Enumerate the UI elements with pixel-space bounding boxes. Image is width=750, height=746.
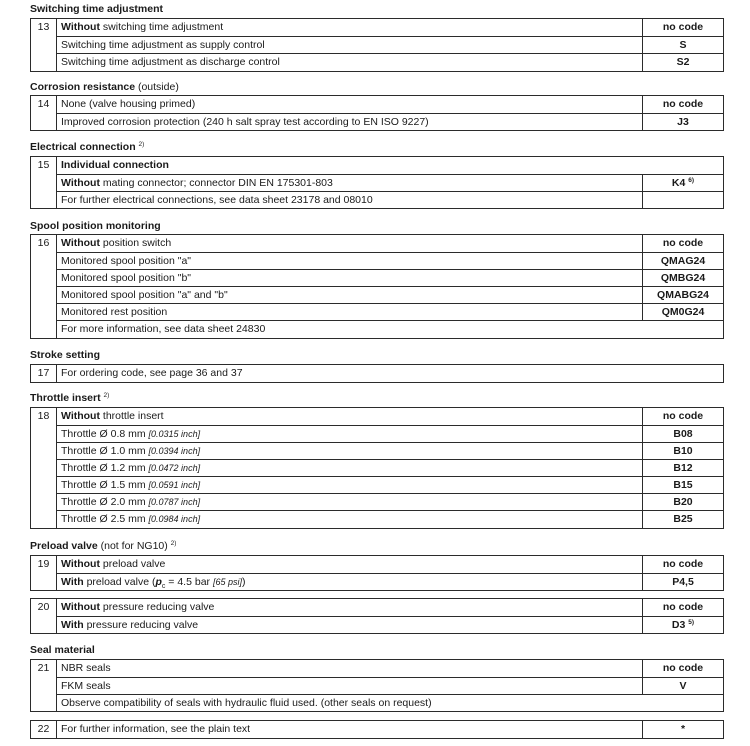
table-row: Throttle Ø 0.8 mm [0.0315 inch] B08 xyxy=(57,425,723,442)
row-number: 14 xyxy=(31,96,57,130)
table-row: None (valve housing primed) no code xyxy=(57,96,723,113)
row-number: 17 xyxy=(31,365,57,382)
row-number: 21 xyxy=(31,660,57,711)
table-row: Monitored spool position "a" and "b" QMABG24 xyxy=(57,286,723,303)
row-number: 18 xyxy=(31,408,57,528)
order-code: S xyxy=(642,37,723,53)
order-code: no code xyxy=(642,660,723,677)
table-row: For ordering code, see page 36 and 37 xyxy=(61,367,243,379)
section-title-seal: Seal material xyxy=(30,644,95,656)
table-stroke xyxy=(30,364,724,383)
table-row: Throttle Ø 1.2 mm [0.0472 inch] B12 xyxy=(57,459,723,476)
table-pressure xyxy=(30,598,724,634)
table-row: Throttle Ø 2.5 mm [0.0984 inch] B25 xyxy=(57,510,723,528)
row-number: 20 xyxy=(31,599,57,633)
table-row: NBR seals no code xyxy=(57,660,723,677)
table-spool xyxy=(30,234,724,339)
table-row: For more information, see data sheet 24830 xyxy=(57,320,723,338)
section-title-throttle: Throttle insert $^{2)}$ xyxy=(30,392,110,404)
table-row: Throttle Ø 2.0 mm [0.0787 inch] B20 xyxy=(57,493,723,510)
order-code: B15 xyxy=(642,477,723,493)
order-code: B12 xyxy=(642,460,723,476)
order-code: B25 xyxy=(642,511,723,528)
table-electrical xyxy=(30,156,724,209)
section-title-stroke: Stroke setting xyxy=(30,349,101,361)
section-title-spool: Spool position monitoring xyxy=(30,220,161,232)
order-code: B10 xyxy=(642,443,723,459)
order-code: K4 $^{6)}$ xyxy=(642,175,723,191)
section-title-electrical: Electrical connection $^{2)}$ xyxy=(30,141,145,153)
table-seal xyxy=(30,659,724,712)
order-code: QM0G24 xyxy=(642,304,723,320)
order-code: QMABG24 xyxy=(642,287,723,303)
table-throttle xyxy=(30,407,724,529)
table-row: Without pressure reducing valve no code xyxy=(57,599,723,616)
order-code: V xyxy=(642,678,723,694)
order-code: no code xyxy=(642,19,723,36)
table-row: Individual connection xyxy=(61,159,169,171)
order-code: * xyxy=(642,721,723,738)
section-title-corrosion: Corrosion resistance (outside) xyxy=(30,81,179,93)
table-row: Throttle Ø 1.0 mm [0.0394 inch] B10 xyxy=(57,442,723,459)
order-code: QMAG24 xyxy=(642,253,723,269)
table-row: Observe compatibility of seals with hydraulic fluid used. (other seals on request) xyxy=(57,694,723,711)
order-code: P4,5 xyxy=(642,574,723,590)
order-code xyxy=(642,192,723,208)
table-row: FKM seals V xyxy=(57,677,723,694)
table-row: Switching time adjustment as discharge control S2 xyxy=(57,53,723,71)
row-number: 19 xyxy=(31,556,57,590)
section-title-preload: Preload valve (not for NG10) $^{2)}$ xyxy=(30,540,177,552)
table-row: For further electrical connections, see data sheet 23178 and 08010 xyxy=(57,191,723,208)
table-preload xyxy=(30,555,724,591)
table-row: Switching time adjustment as supply control S xyxy=(57,36,723,53)
order-code: no code xyxy=(642,408,723,425)
order-code: B08 xyxy=(642,426,723,442)
table-row: Without position switch no code xyxy=(57,235,723,252)
table-row: Improved corrosion protection (240 h salt spray test according to EN ISO 9227) J3 xyxy=(57,113,723,130)
table-row: Monitored spool position "a" QMAG24 xyxy=(57,252,723,269)
section-title-switching: Switching time adjustment xyxy=(30,3,164,15)
table-switching xyxy=(30,18,724,72)
order-code: D3 $^{5)}$ xyxy=(642,617,723,633)
row-number: 13 xyxy=(31,19,57,71)
table-row: Without mating connector; connector DIN EN 175301-803 K4 $^{6)}$ xyxy=(57,174,723,191)
row-number: 22 xyxy=(31,721,57,738)
table-further xyxy=(30,720,724,739)
order-code: no code xyxy=(642,96,723,113)
row-number: 16 xyxy=(31,235,57,338)
table-row: Without preload valve no code xyxy=(57,556,723,573)
order-code: B20 xyxy=(642,494,723,510)
order-code: QMBG24 xyxy=(642,270,723,286)
order-code: S2 xyxy=(642,54,723,71)
order-code: J3 xyxy=(642,114,723,130)
table-row: With pressure reducing valve D3 $^{5)}$ xyxy=(57,616,723,633)
table-row: Throttle Ø 1.5 mm [0.0591 inch] B15 xyxy=(57,476,723,493)
table-row: Without throttle insert no code xyxy=(57,408,723,425)
table-row: With preload valve ($p_c = 4.5$ bar [65 psi]) P4,5 xyxy=(57,573,723,590)
order-code: no code xyxy=(642,235,723,252)
table-row: Monitored spool position "b" QMBG24 xyxy=(57,269,723,286)
table-corrosion xyxy=(30,95,724,131)
table-row: Monitored rest position QM0G24 xyxy=(57,303,723,320)
order-code: no code xyxy=(642,556,723,573)
table-row: Without switching time adjustment no code xyxy=(57,19,723,36)
order-code: no code xyxy=(642,599,723,616)
table-row: For further information, see the plain text * xyxy=(57,721,723,738)
row-number: 15 xyxy=(31,157,57,208)
